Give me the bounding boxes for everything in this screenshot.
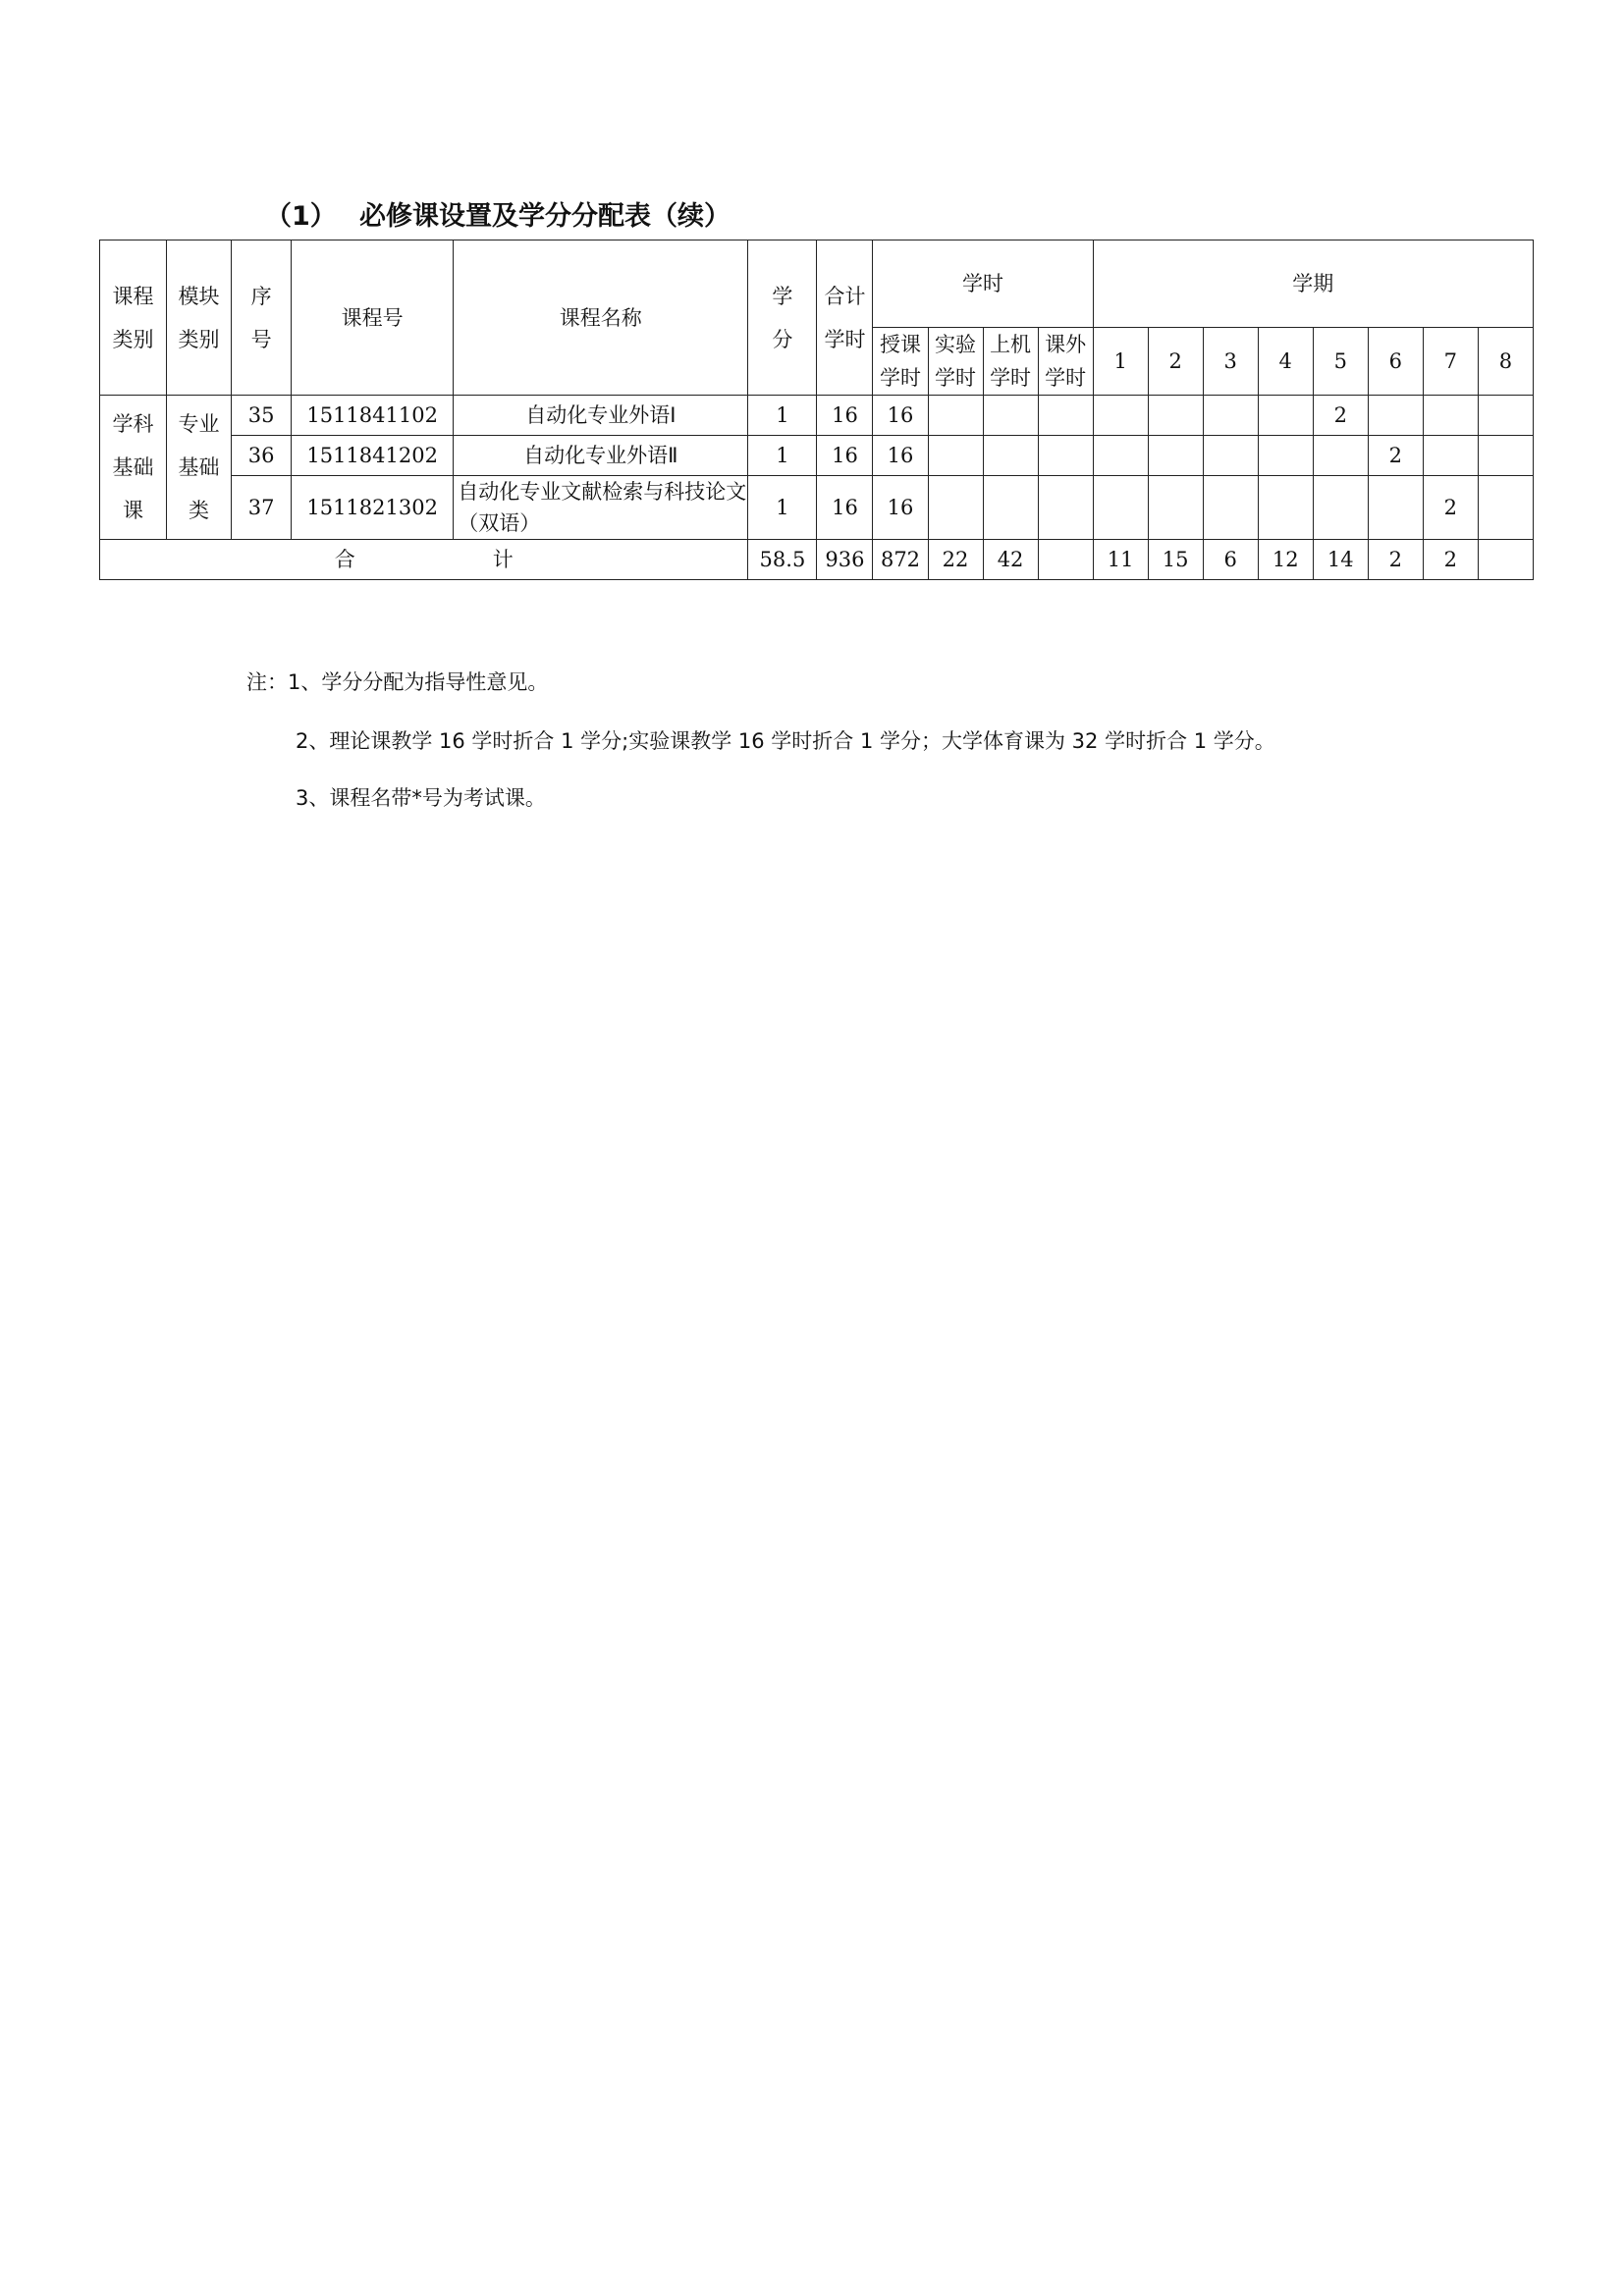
row-total: 16 bbox=[817, 476, 873, 540]
row-sem-3 bbox=[1203, 476, 1258, 540]
header-semester-1: 1 bbox=[1093, 328, 1148, 396]
header-category: 课程类别 bbox=[100, 240, 167, 396]
total-sem-3: 6 bbox=[1203, 540, 1258, 580]
total-sem-5: 14 bbox=[1313, 540, 1368, 580]
note-3: 3、课程名带*号为考试课。 bbox=[296, 786, 546, 810]
row-lab bbox=[928, 476, 983, 540]
header-total-hours: 合计学时 bbox=[817, 240, 873, 396]
title-text: 必修课设置及学分分配表（续） bbox=[359, 201, 731, 232]
note-2: 2、理论课教学 16 学时折合 1 学分;实验课教学 16 学时折合 1 学分；大学体育课为 32 学时折合 1 学分。 bbox=[296, 729, 1275, 753]
header-computer: 上机学时 bbox=[983, 328, 1038, 396]
row-extra bbox=[1038, 436, 1093, 476]
row-credit: 1 bbox=[748, 436, 817, 476]
row-code: 1511821302 bbox=[292, 476, 454, 540]
total-row bbox=[100, 540, 1534, 580]
group-category: 学科基础课 bbox=[100, 396, 167, 540]
row-sem-5: 2 bbox=[1313, 396, 1368, 436]
row-credit: 1 bbox=[748, 476, 817, 540]
total-label-a: 合 bbox=[334, 548, 355, 571]
total-credit: 58.5 bbox=[748, 540, 817, 580]
group-module: 专业基础类 bbox=[167, 396, 232, 540]
header-semester-4: 4 bbox=[1258, 328, 1313, 396]
row-sem-5 bbox=[1313, 476, 1368, 540]
total-sem-6: 2 bbox=[1368, 540, 1423, 580]
header-lecture: 授课学时 bbox=[873, 328, 928, 396]
row-sem-2 bbox=[1148, 476, 1203, 540]
total-computer: 42 bbox=[983, 540, 1038, 580]
row-sem-4 bbox=[1258, 396, 1313, 436]
row-name: 自动化专业文献检索与科技论文（双语） bbox=[454, 476, 748, 540]
row-sem-8 bbox=[1478, 396, 1533, 436]
total-hours: 936 bbox=[817, 540, 873, 580]
row-computer bbox=[983, 476, 1038, 540]
total-lab: 22 bbox=[928, 540, 983, 580]
note-1: 注：1、学分分配为指导性意见。 bbox=[246, 670, 549, 694]
row-code: 1511841202 bbox=[292, 436, 454, 476]
row-computer bbox=[983, 396, 1038, 436]
total-sem-1: 11 bbox=[1093, 540, 1148, 580]
row-extra bbox=[1038, 396, 1093, 436]
total-sem-4: 12 bbox=[1258, 540, 1313, 580]
row-sem-1 bbox=[1093, 396, 1148, 436]
row-credit: 1 bbox=[748, 396, 817, 436]
row-sem-5 bbox=[1313, 436, 1368, 476]
header-hours-group: 学时 bbox=[873, 240, 1093, 328]
row-sem-4 bbox=[1258, 476, 1313, 540]
row-code: 1511841102 bbox=[292, 396, 454, 436]
table-row bbox=[100, 476, 1534, 540]
row-lecture: 16 bbox=[873, 436, 928, 476]
header-semester-3: 3 bbox=[1203, 328, 1258, 396]
course-table bbox=[99, 240, 1534, 580]
row-lecture: 16 bbox=[873, 476, 928, 540]
row-lecture: 16 bbox=[873, 396, 928, 436]
row-sem-6: 2 bbox=[1368, 436, 1423, 476]
total-label bbox=[100, 540, 748, 580]
row-sem-1 bbox=[1093, 436, 1148, 476]
header-lab: 实验学时 bbox=[928, 328, 983, 396]
row-sem-8 bbox=[1478, 436, 1533, 476]
header-semester-8: 8 bbox=[1478, 328, 1533, 396]
header-module: 模块类别 bbox=[167, 240, 232, 396]
total-lecture: 872 bbox=[873, 540, 928, 580]
row-name: 自动化专业外语Ⅰ bbox=[454, 396, 748, 436]
header-extra: 课外学时 bbox=[1038, 328, 1093, 396]
header-seq: 序号 bbox=[232, 240, 292, 396]
row-total: 16 bbox=[817, 436, 873, 476]
row-sem-7 bbox=[1423, 436, 1478, 476]
header-code: 课程号 bbox=[292, 240, 454, 396]
header-semester-2: 2 bbox=[1148, 328, 1203, 396]
row-lab bbox=[928, 396, 983, 436]
row-sem-8 bbox=[1478, 476, 1533, 540]
header-semester-5: 5 bbox=[1313, 328, 1368, 396]
row-seq: 37 bbox=[232, 476, 292, 540]
header-semester-6: 6 bbox=[1368, 328, 1423, 396]
header-semester-group: 学期 bbox=[1093, 240, 1533, 328]
total-sem-2: 15 bbox=[1148, 540, 1203, 580]
table-title bbox=[265, 196, 731, 238]
row-computer bbox=[983, 436, 1038, 476]
row-sem-4 bbox=[1258, 436, 1313, 476]
header-semester-7: 7 bbox=[1423, 328, 1478, 396]
row-sem-2 bbox=[1148, 436, 1203, 476]
row-seq: 36 bbox=[232, 436, 292, 476]
row-sem-1 bbox=[1093, 476, 1148, 540]
row-sem-7 bbox=[1423, 396, 1478, 436]
header-credit: 学分 bbox=[748, 240, 817, 396]
header-name: 课程名称 bbox=[454, 240, 748, 396]
table-row bbox=[100, 396, 1534, 436]
total-sem-8 bbox=[1478, 540, 1533, 580]
total-label-b: 计 bbox=[492, 548, 514, 571]
total-sem-7: 2 bbox=[1423, 540, 1478, 580]
row-total: 16 bbox=[817, 396, 873, 436]
row-sem-3 bbox=[1203, 396, 1258, 436]
notes bbox=[246, 663, 1385, 818]
title-number: （1） bbox=[265, 201, 337, 232]
row-lab bbox=[928, 436, 983, 476]
row-extra bbox=[1038, 476, 1093, 540]
row-name: 自动化专业外语Ⅱ bbox=[454, 436, 748, 476]
row-sem-3 bbox=[1203, 436, 1258, 476]
total-extra bbox=[1038, 540, 1093, 580]
row-sem-6 bbox=[1368, 476, 1423, 540]
row-sem-2 bbox=[1148, 396, 1203, 436]
row-sem-6 bbox=[1368, 396, 1423, 436]
table-row bbox=[100, 436, 1534, 476]
row-seq: 35 bbox=[232, 396, 292, 436]
row-sem-7: 2 bbox=[1423, 476, 1478, 540]
